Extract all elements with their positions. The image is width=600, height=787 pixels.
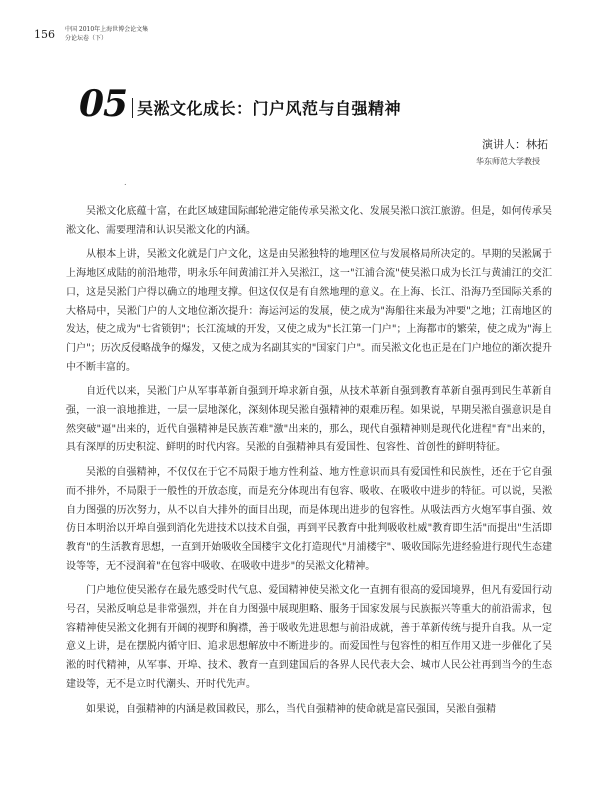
journal-subtitle: 分论坛卷（下）: [65, 35, 108, 42]
paragraph: 吴淞文化底蕴十富，在此区域建国际邮轮港定能传承吴淞文化、发展吴淞口滨江旅游。但是，如何传承吴淞文化、需要理清和认识吴淞文化的内涵。: [66, 206, 552, 236]
running-header: [65, 25, 148, 43]
journal-title: 中国 2010年上海世博会论文集: [65, 26, 149, 33]
author-affiliation: 华东师范大学教授: [476, 157, 540, 166]
chapter-divider: [132, 98, 133, 118]
paragraph: 从根本上讲，吴淞文化就是门户文化，这是由吴淞独特的地理区位与发展格局所决定的。早期的吴淞属于上海地区成陆的前沿地带，明永乐年间黄浦江并入吴淞江，这一"江浦合流"使吴淞口成为长江与黄浦江的交汇口，这是吴淞门户得以确立的地理支撑。但这仅仅是有自然地理的意义。在上海、长江、沿海乃至国际关系的大格局中，吴淞门户的人文地位渐次提升：海运河运的发展，使之成为"海船往来最为冲要"之地；江南地区的发达，使之成为"七省锁钥"；长江流域的开发，又使之成为"长江第一门户"；上海都市的繁荣，使之成为"海上门户"；历次反侵略战争的爆发，又使之成为名副其实的"国家门户"。而吴淞文化也正是在门户地位的渐次提升中不断丰富的。: [66, 249, 552, 373]
author-name: 演讲人：林拓: [482, 138, 548, 151]
page-number: 156: [34, 28, 55, 41]
chapter-title: 吴淞文化成长：门户风范与自强精神: [137, 99, 402, 118]
article-body: [66, 203, 552, 725]
paragraph: 吴淞的自强精神，不仅仅在于它不局限于地方性利益、地方性意识而具有爱国性和民族性，还在于它自强而不排外，不局限于一般性的开放态度，而是充分体现出有包容、吸收、在吸收中进步的特征。可以说，吴淞自力图强的历次努力，从不以自大排外的面目出现，而是体现出进步的包容性。从吸法西方火炮军事自强、效仿日本明治以开埠自强到消化先进技术以技术自强，再到平民教育中批判吸收杜威"教育即生活"而提出"生活即教育"的生活教育思想，一直到开始吸收全国楼宇文化打造现代"月浦楼宇"、吸收国际先进经验进行现代生态建设等等，无不浸润着"在包容中吸收、在吸收中进步"的吴淞文化精神。: [66, 467, 552, 572]
paragraph: 如果说，自强精神的内涵是救国救民，那么，当代自强精神的使命就是富民强国，吴淞自强精: [86, 703, 496, 715]
ornament-dot: .: [124, 178, 127, 187]
paragraph: 门户地位使吴淞存在最先感受时代气息、爱国精神使吴淞文化一直拥有很高的爱国境界，但凡有爱国行动号召，吴淞反响总是非常强烈，并在自力图强中展现胆略、服务于国家发展与民族振兴等重大的前沿需求，包容精神使吴淞文化拥有开阔的视野和胸襟，善于吸收先进思想与前沿成就，善于革新传统与提升自我。从一定意义上讲，是在摆脱内循守旧、追求思想解放中不断进步的。而爱国性与包容性的相互作用又进一步催化了吴淞的时代精神，从军事、开埠、技术、教育一直到建国后的各界人民代表大会、城市人民公社再到当今的生态建设等，无不是立时代潮头、开时代先声。: [66, 585, 552, 690]
paragraph: 自近代以来，吴淞门户从军事革新自强到开埠求新自强，从技术革新自强到教育革新自强再到民生革新自强，一浪一浪地推进，一层一层地深化，深刻体现吴淞自强精神的艰难历程。如果说，早期吴淞自强意识是自然突破"逼"出来的，近代自强精神是民族苦难"激"出来的，那么，现代自强精神则是现代化进程"育"出来的，具有深厚的历史积淀、鲜明的时代内容。吴淞的自强精神具有爱国性、包容性、首创性的鲜明特征。: [66, 386, 552, 454]
chapter-number: 05: [79, 83, 128, 125]
